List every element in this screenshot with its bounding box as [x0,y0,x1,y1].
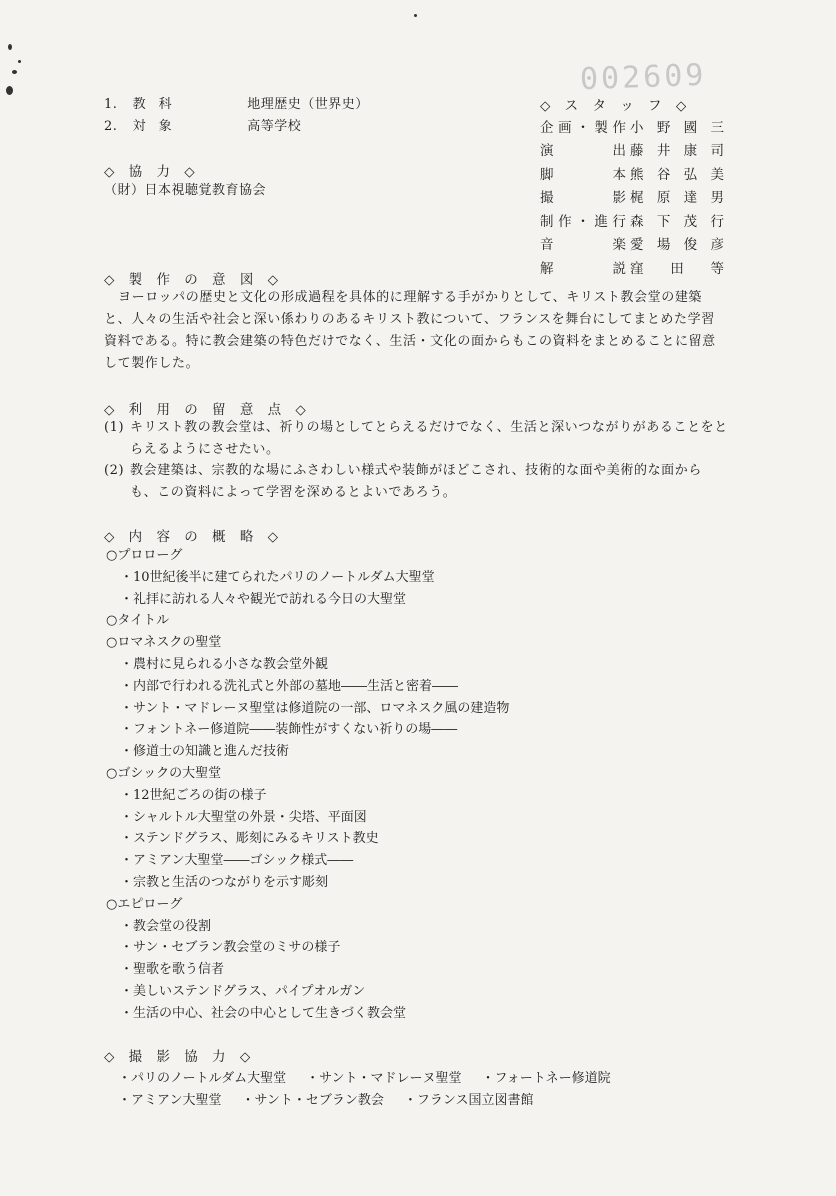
field-audience: 2. 対 象 高等学校 [104,119,302,134]
scan-speck [18,60,21,63]
staff-role: 音 楽 [540,237,626,254]
staff-name: 藤 井 康 司 [630,143,724,160]
staff-role: 解 説 [540,260,626,277]
outline-item: ・サン・セブラン教会堂のミサの様子 [120,940,341,956]
staff-name: 愛 場 俊 彦 [630,237,724,254]
intent-text: ヨーロッパの歴史と文化の形成過程を具体的に理解する手がかりとして、キリスト教会堂の建築と、人々の生活や社会と深い係わりのあるキリスト教について、フランスを舞台にしてまとめた学習資料である。特に教会建築の特色だけでなく、生活・文化の面からもこの資料をまとめることに留意して製作した。 [104,290,716,371]
staff-row [540,114,724,138]
outline-item: ・農村に見られる小さな教会堂外観 [120,656,329,672]
outline-item: ・12世紀ごろの街の様子 [120,787,267,803]
usage-note: (1) キリスト教の教会堂は、祈りの場としてとらえるだけでなく、生活と深いつながりがあることをとらえるようにさせたい。 [104,420,728,457]
outline-section-head: ○タイトル [106,613,170,629]
outline-item: ・シャルトル大聖堂の外景・尖塔、平面図 [120,809,367,825]
usage-note: (2) 教会建築は、宗教的な場にふさわしい様式や装飾がほどこされ、技術的な面や美術的な面からも、この資料によって学習を深めるとよいであろう。 [104,463,702,500]
outline-section-head: ○ゴシックの大聖堂 [106,765,222,781]
archive-stamp: 002609 [579,57,707,98]
staff-name: 森 下 茂 行 [630,213,724,230]
filming-location: ・パリのノートルダム大聖堂 [118,1071,287,1086]
filming-location: ・サント・マドレーヌ聖堂 [306,1071,462,1086]
outline-item: ・ステンドグラス、彫刻にみるキリスト教史 [120,831,379,847]
staff-row [540,185,724,209]
cooperation-title: ◇ 協 力 ◇ [104,164,200,180]
filming-location: ・フランス国立図書館 [403,1093,534,1108]
staff-row [540,255,724,279]
filming-cooperation-line [118,1067,631,1086]
outline-item: ・アミアン大聖堂――ゴシック様式―― [120,853,354,869]
staff-name: 小 野 國 三 [630,119,724,136]
staff-row [540,232,724,256]
outline-item: ・修道士の知識と進んだ技術 [120,744,290,760]
usage-notes-title: ◇ 利 用 の 留 意 点 ◇ [104,402,311,418]
outline-item: ・10世紀後半に建てられたパリのノートルダム大聖堂 [120,569,435,585]
intent-title: ◇ 製 作 の 意 図 ◇ [104,272,284,288]
staff-row [540,161,724,185]
filming-location: ・サント・セブラン教会 [241,1093,384,1108]
outline-title: ◇ 内 容 の 概 略 ◇ [104,529,284,545]
staff-name: 窪 田 等 [630,260,724,277]
staff-name: 熊 谷 弘 美 [630,166,724,183]
scan-speck [8,44,12,50]
outline-item: ・聖歌を歌う信者 [120,962,225,978]
filming-cooperation-line [118,1089,553,1108]
outline-section-head: ○エピローグ [106,896,183,912]
outline-item: ・教会堂の役割 [120,918,212,934]
filming-location: ・フォートネー修道院 [481,1071,611,1086]
staff-role: 脚 本 [540,166,626,183]
outline-item: ・内部で行われる洗礼式と外部の墓地――生活と密着―― [120,678,459,694]
staff-role: 撮 影 [540,190,626,207]
outline-item: ・美しいステンドグラス、パイプオルガン [120,983,366,999]
staff-title: ◇ ス タ ッ フ ◇ [540,98,692,114]
scan-speck [12,70,17,74]
staff-list [540,114,724,279]
staff-role: 演 出 [540,143,626,160]
outline-item: ・礼拝に訪れる人々や観光で訪れる今日の大聖堂 [120,591,407,607]
staff-row [540,208,724,232]
cooperation-text: （財）日本視聴覚教育協会 [104,183,267,198]
scan-speck [6,86,13,95]
field-subject: 1. 教 科 地理歴史（世界史） [104,97,369,112]
outline-item: ・サント・マドレーヌ聖堂は修道院の一部、ロマネスク風の建造物 [120,700,510,716]
outline-item: ・宗教と生活のつながりを示す彫刻 [120,874,329,890]
outline-list [106,545,726,1025]
staff-name: 梶 原 達 男 [630,190,724,207]
filming-location: ・アミアン大聖堂 [118,1093,222,1108]
outline-section-head: ○プロローグ [106,548,183,563]
outline-section-head: ○ロマネスクの聖堂 [106,635,222,651]
outline-item: ・生活の中心、社会の中心として生きづく教会堂 [120,1005,407,1021]
staff-role: 制 作 ・ 進 行 [540,213,626,230]
staff-role: 企 画 ・ 製 作 [540,119,626,136]
filming-cooperation-title: ◇ 撮 影 協 力 ◇ [104,1049,256,1065]
scan-speck [414,14,417,17]
staff-row [540,138,724,162]
outline-item: ・フォントネー修道院――装飾性がすくない祈りの場―― [120,722,458,738]
header-fields [104,94,369,138]
